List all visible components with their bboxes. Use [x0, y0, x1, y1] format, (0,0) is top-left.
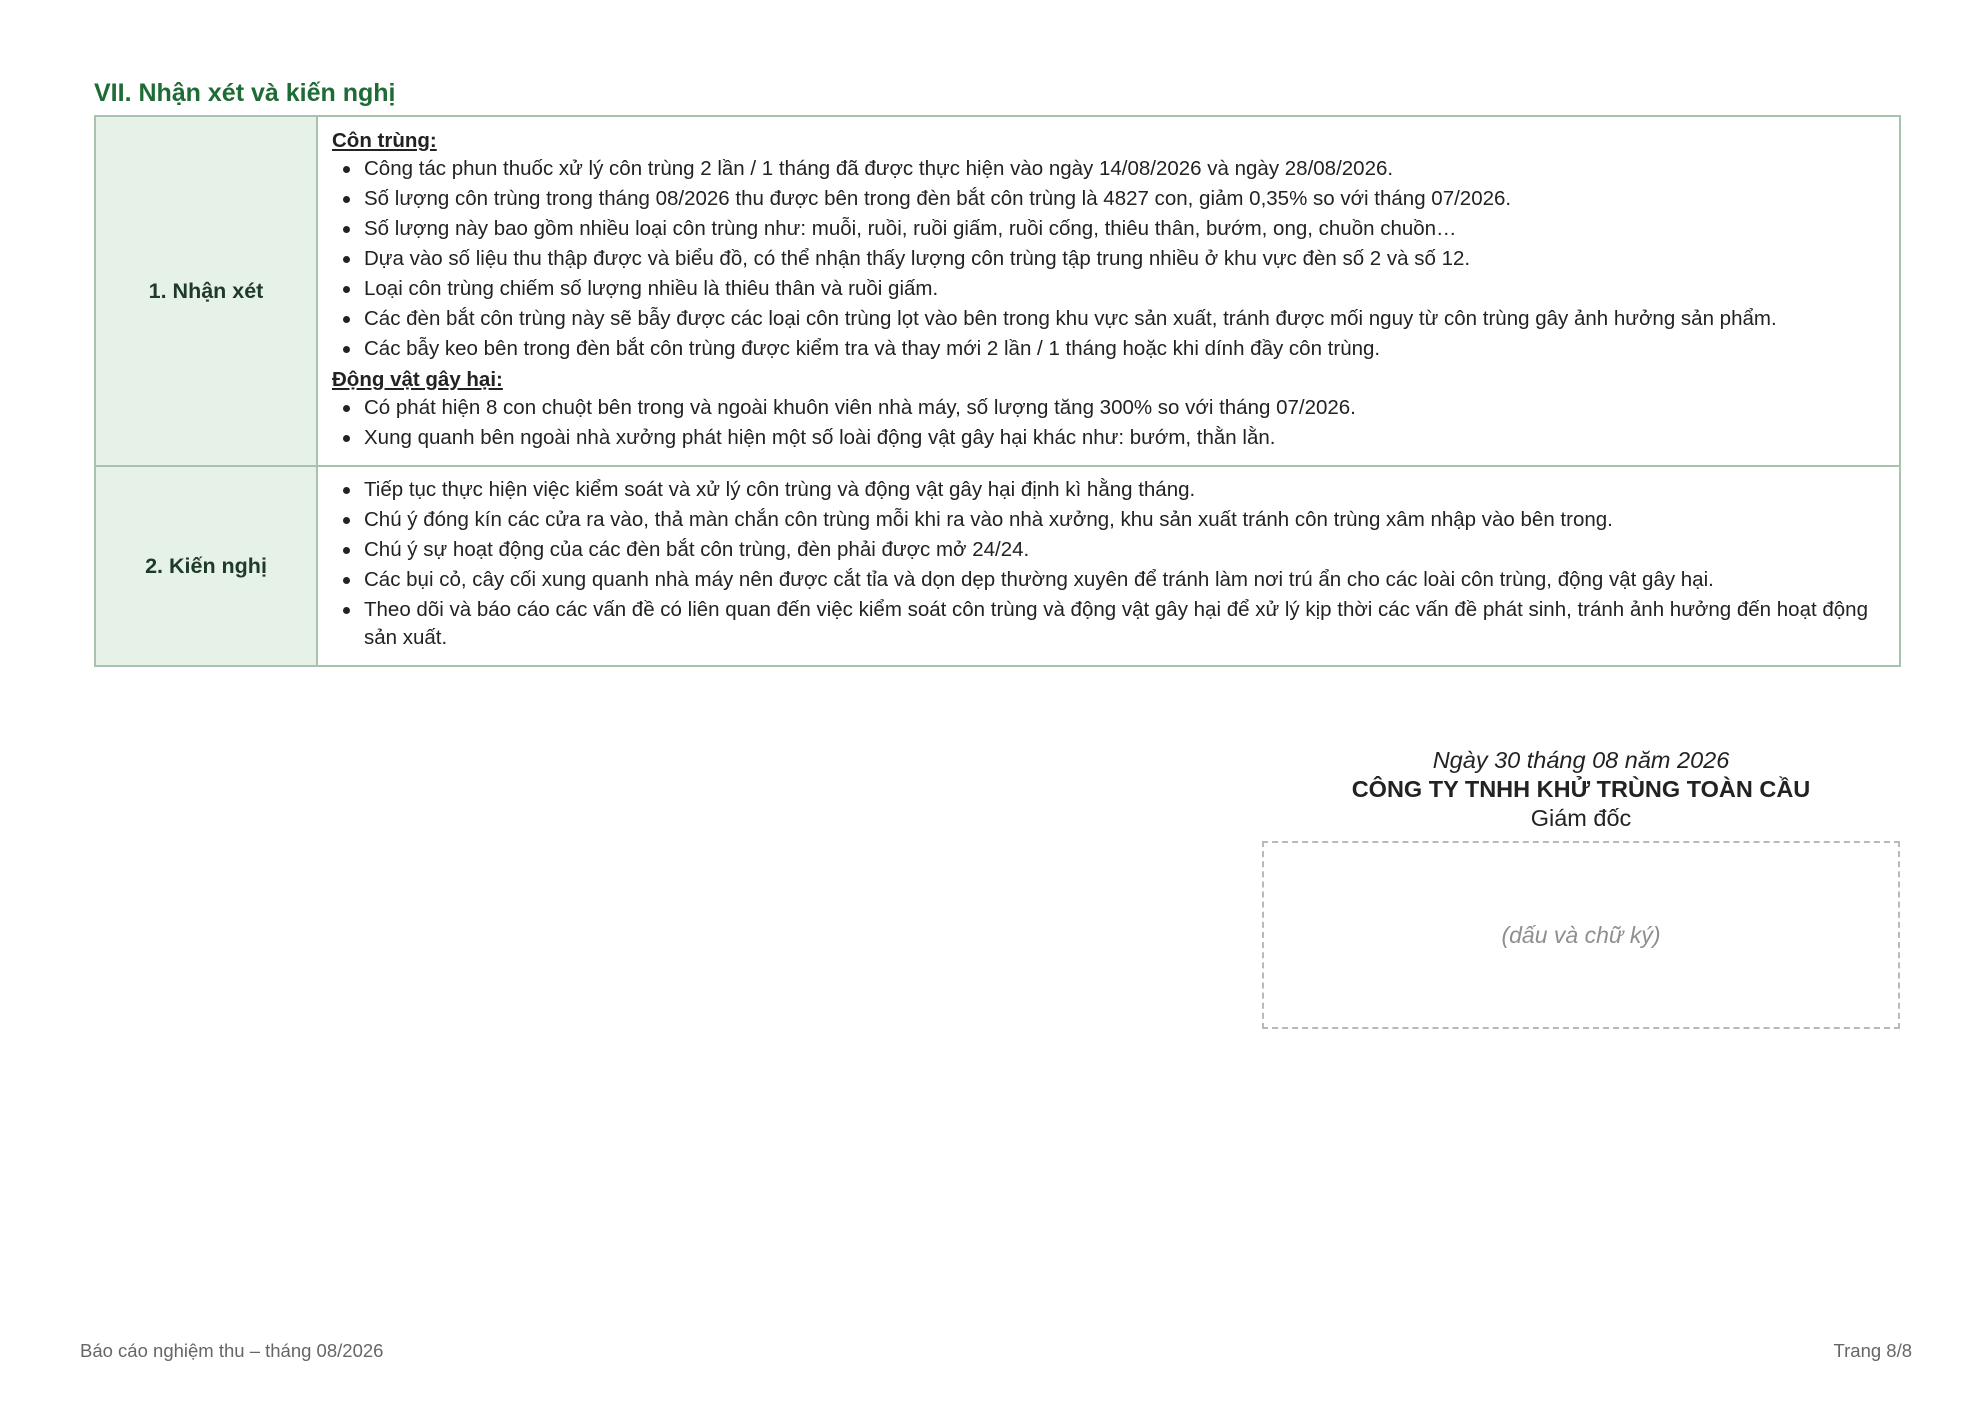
table-row-comments	[95, 116, 1900, 466]
list-item: Công tác phun thuốc xử lý côn trùng 2 lần / 1 tháng đã được thực hiện vào ngày 14/08/2026 và ngày 28/08/2026.	[364, 155, 1885, 183]
list-item: Xung quanh bên ngoài nhà xưởng phát hiện một số loài động vật gây hại khác như: bướm, thằn lằn.	[364, 424, 1885, 452]
list-item: Số lượng côn trùng trong tháng 08/2026 thu được bên trong đèn bắt côn trùng là 4827 con, giảm 0,35% so với tháng 07/2026.	[364, 185, 1885, 213]
row-label-comments: 1. Nhận xét	[95, 116, 317, 466]
signature-stamp-box	[1262, 841, 1900, 1029]
list-item: Các bẫy keo bên trong đèn bắt côn trùng được kiểm tra và thay mới 2 lần / 1 tháng hoặc khi dính đầy côn trùng.	[364, 335, 1885, 363]
signature-company: CÔNG TY TNHH KHỬ TRÙNG TOÀN CẦU	[1351, 776, 1811, 802]
row-label-recommendations: 2. Kiến nghị	[95, 466, 317, 666]
list-item: Tiếp tục thực hiện việc kiểm soát và xử lý côn trùng và động vật gây hại định kì hằng tháng.	[364, 476, 1885, 504]
list-item: Các đèn bắt côn trùng này sẽ bẫy được các loại côn trùng lọt vào bên trong khu vực sản xuất, tránh được mối nguy từ côn trùng gây ảnh hưởng sản phẩm.	[364, 305, 1885, 333]
list-item: Theo dõi và báo cáo các vấn đề có liên quan đến việc kiểm soát côn trùng và động vật gây hại để xử lý kịp thời các vấn đề phát sinh, tránh ảnh hưởng đến hoạt động sản xuất.	[364, 596, 1885, 652]
group-title-insects: Côn trùng:	[332, 129, 437, 152]
list-item: Chú ý đóng kín các cửa ra vào, thả màn chắn côn trùng mỗi khi ra vào nhà xưởng, khu sản xuất tránh côn trùng xâm nhập vào bên trong.	[364, 506, 1885, 534]
section-title: VII. Nhận xét và kiến nghị	[94, 79, 396, 107]
signature-date: Ngày 30 tháng 08 năm 2026	[1432, 747, 1730, 773]
signature-role: Giám đốc	[1530, 805, 1632, 831]
list-item: Loại côn trùng chiếm số lượng nhiều là thiêu thân và ruồi giấm.	[364, 275, 1885, 303]
bullet-list-pests	[332, 394, 1885, 452]
list-item: Dựa vào số liệu thu thập được và biểu đồ, có thể nhận thấy lượng côn trùng tập trung nhiều ở khu vực đèn số 2 và số 12.	[364, 245, 1885, 273]
signature-block	[1262, 746, 1900, 1029]
table-row-recommendations	[95, 466, 1900, 666]
list-item: Có phát hiện 8 con chuột bên trong và ngoài khuôn viên nhà máy, số lượng tăng 300% so với tháng 07/2026.	[364, 394, 1885, 422]
list-item: Số lượng này bao gồm nhiều loại côn trùng như: muỗi, ruồi, ruồi giấm, ruồi cống, thiêu thân, bướm, ong, chuồn chuồn…	[364, 215, 1885, 243]
signature-placeholder: (dấu và chữ ký)	[1501, 921, 1661, 948]
group-title-pests: Động vật gây hại:	[332, 368, 503, 391]
bullet-list-insects	[332, 155, 1885, 363]
footer-page-number: Trang 8/8	[1833, 1340, 1912, 1361]
footer-report-title: Báo cáo nghiệm thu – tháng 08/2026	[80, 1340, 384, 1361]
bullet-list-recommendations	[332, 476, 1885, 652]
list-item: Các bụi cỏ, cây cối xung quanh nhà máy nên được cắt tỉa và dọn dẹp thường xuyên để tránh làm nơi trú ẩn cho các loài côn trùng, động vật gây hại.	[364, 566, 1885, 594]
row-content-recommendations	[317, 466, 1900, 666]
row-content-comments	[317, 116, 1900, 466]
review-table	[94, 115, 1901, 667]
list-item: Chú ý sự hoạt động của các đèn bắt côn trùng, đèn phải được mở 24/24.	[364, 536, 1885, 564]
